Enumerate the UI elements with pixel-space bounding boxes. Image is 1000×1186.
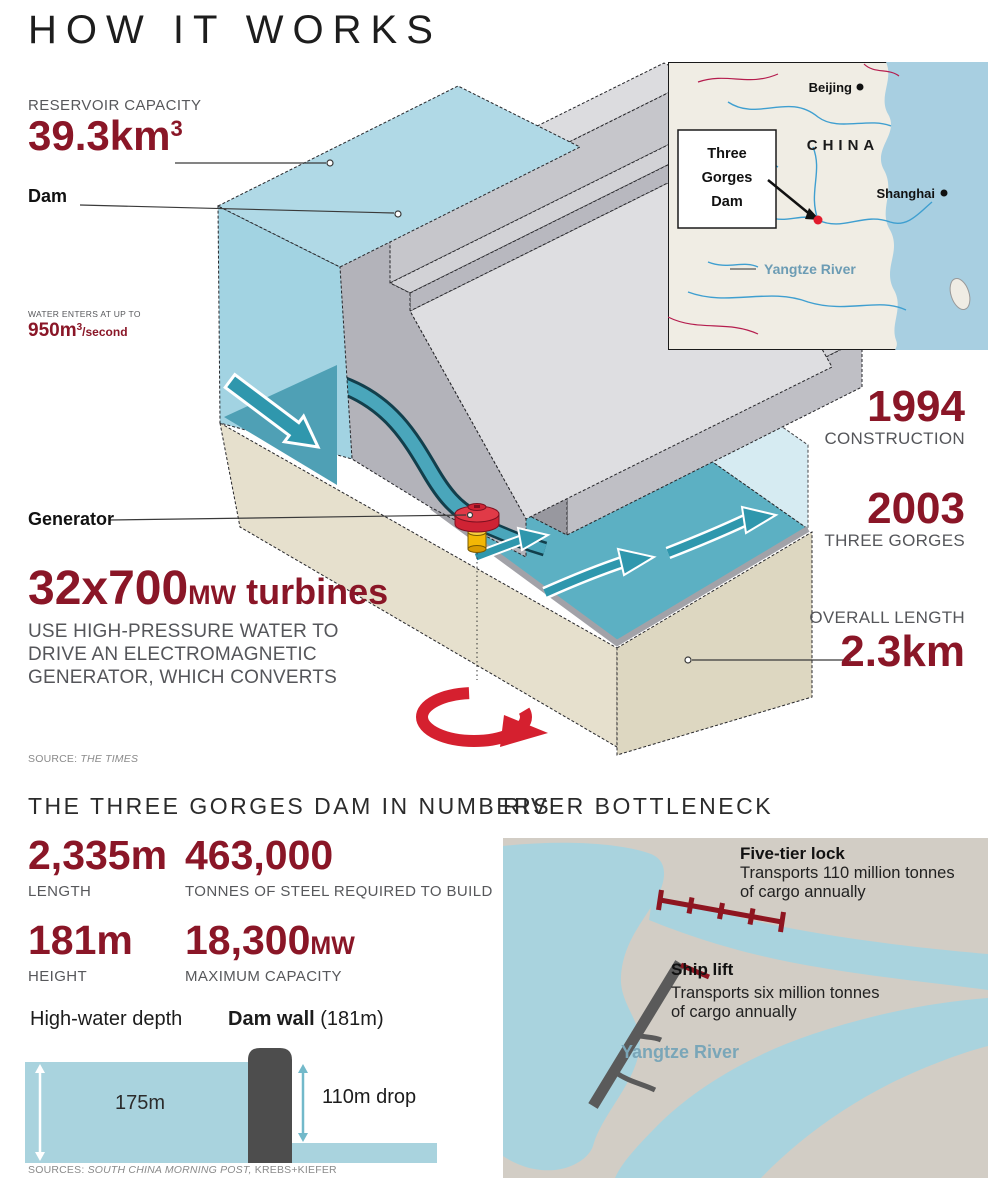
stat-label: MAXIMUM CAPACITY	[185, 968, 342, 985]
stat-value: 18,300MW	[185, 917, 355, 963]
overall-length	[745, 608, 965, 674]
drop-arrow-icon	[298, 1064, 308, 1142]
dam-wall-label: Dam wall (181m)	[228, 1008, 384, 1030]
ship-lift-callout	[671, 960, 931, 1022]
high-water-label: High-water depth	[30, 1008, 183, 1030]
stat-height	[28, 917, 133, 985]
milestone-1994	[745, 382, 965, 449]
country-label: CHINA	[806, 137, 880, 154]
milestone-label: THREE GORGES	[824, 531, 965, 550]
downstream-water	[292, 1143, 437, 1163]
stat-value: 181m	[28, 917, 133, 963]
stat-steel	[185, 832, 493, 900]
dam-location-marker	[814, 216, 823, 225]
lock-desc-line: of cargo annually	[740, 883, 866, 901]
depth-value: 175m	[115, 1092, 166, 1114]
water-enters-label: WATER ENTERS AT UP TO	[28, 309, 141, 319]
generator-label: Generator	[28, 509, 115, 529]
dam-wall-shape	[248, 1048, 292, 1163]
page-title: HOW IT WORKS	[28, 8, 442, 52]
bottleneck-map	[503, 838, 988, 1178]
milestone-year: 2003	[867, 484, 965, 533]
callout-line1: Three	[707, 146, 747, 162]
stat-label: HEIGHT	[28, 968, 88, 985]
stat-value: 2,335m	[28, 832, 168, 878]
water-enters-value: $950m^3$/second	[28, 320, 128, 341]
stat-capacity	[185, 917, 355, 985]
numbers-title: THE THREE GORGES DAM IN NUMBERS	[28, 793, 552, 819]
rotation-arrow-icon	[422, 693, 548, 747]
beijing-marker	[857, 84, 864, 91]
stat-length	[28, 832, 168, 900]
lock-name: Five-tier lock	[740, 844, 845, 863]
callout-line3: Dam	[711, 194, 743, 210]
overall-length-value: 2.3km	[840, 627, 965, 676]
numbers-sources: SOURCES: SOUTH CHINA MORNING POST, KREBS+KIEFER	[28, 1164, 337, 1176]
ship-lift-desc-line: Transports six million tonnes	[671, 984, 880, 1002]
turbines-desc-line: DRIVE AN ELECTROMAGNETIC	[28, 644, 317, 665]
ship-lift-desc-line: of cargo annually	[671, 1003, 797, 1021]
turbines-headline: 32x700MW turbines	[28, 562, 389, 615]
hero-source: SOURCE: THE TIMES	[28, 753, 139, 765]
dam-label: Dam	[28, 186, 68, 206]
lock-callout	[740, 844, 986, 902]
milestone-year: 1994	[867, 382, 965, 431]
turbines-description	[28, 620, 339, 689]
turbines-desc-line: GENERATOR, WHICH CONVERTS	[28, 667, 338, 688]
ship-lift-name: Ship lift	[671, 960, 734, 979]
bottleneck-title: RIVER BOTTLENECK	[503, 793, 774, 819]
drop-value: 110m drop	[322, 1086, 417, 1108]
yangtze-river-label: Yangtze River	[621, 1042, 740, 1062]
milestone-2003	[745, 484, 965, 551]
reservoir-capacity-label: RESERVOIR CAPACITY	[28, 97, 202, 114]
beijing-label: Beijing	[808, 80, 852, 95]
milestone-label: CONSTRUCTION	[824, 429, 965, 448]
yangtze-river-label: Yangtze River	[764, 261, 856, 277]
shanghai-label: Shanghai	[876, 186, 935, 201]
stat-label: LENGTH	[28, 883, 92, 900]
callout-line2: Gorges	[701, 170, 753, 186]
shanghai-marker	[941, 190, 948, 197]
overall-length-label: OVERALL LENGTH	[809, 608, 965, 627]
lock-desc-line: Transports 110 million tonnes	[740, 864, 955, 882]
turbines-desc-line: USE HIGH-PRESSURE WATER TO	[28, 621, 339, 642]
stat-value: 463,000	[185, 832, 334, 878]
stat-label: TONNES OF STEEL REQUIRED TO BUILD	[185, 883, 493, 900]
reservoir-capacity-value: $39.3km^3$	[28, 112, 183, 159]
china-locator-map	[668, 62, 988, 350]
